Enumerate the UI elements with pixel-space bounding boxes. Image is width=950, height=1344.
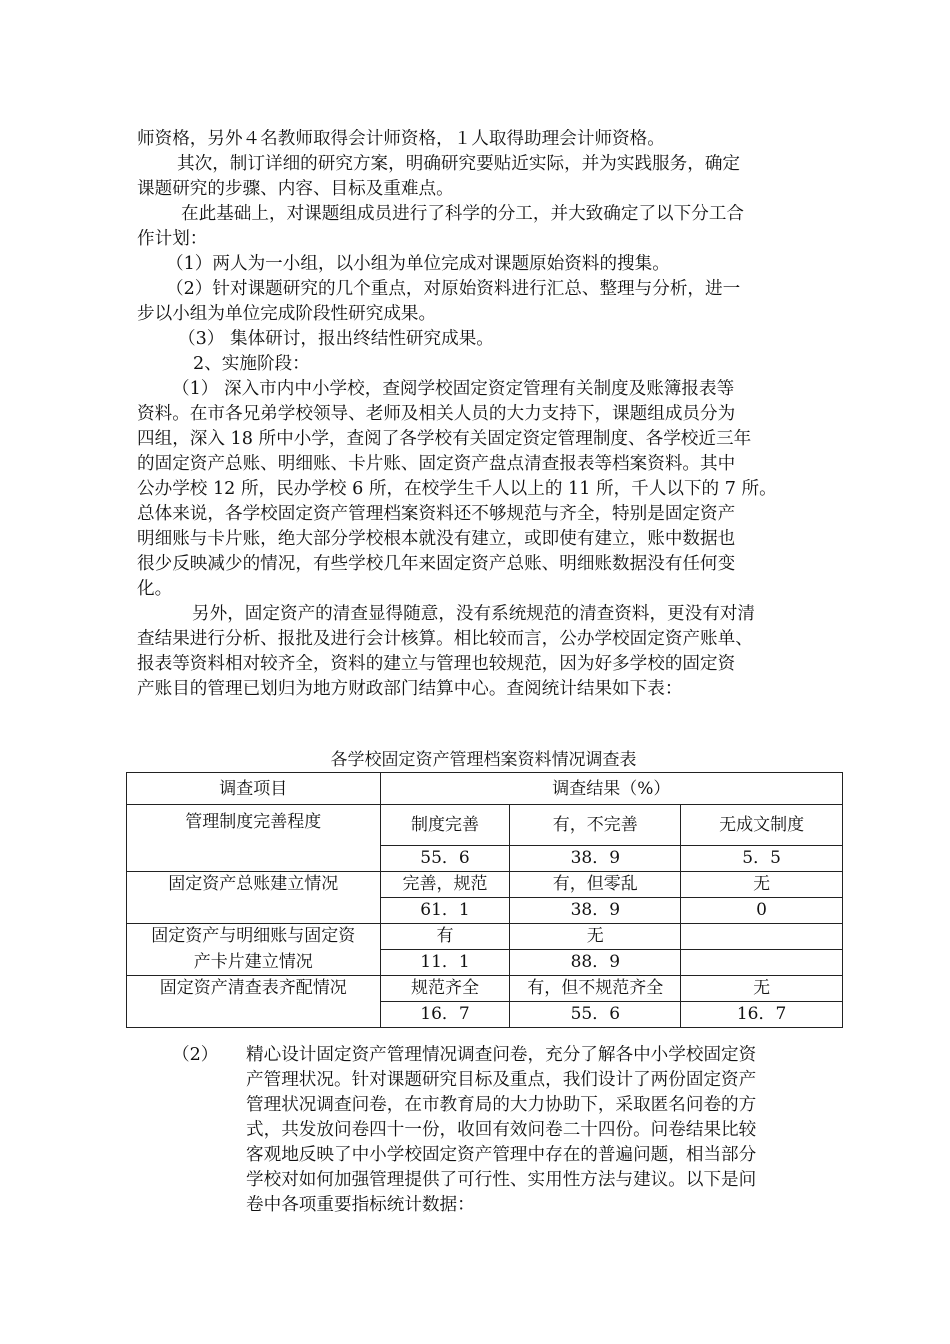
text-line: 卷中各项重要指标统计数据：	[246, 1195, 475, 1215]
text-line: 客观地反映了中小学校固定资产管理中存在的普遍问题，相当部分	[246, 1145, 757, 1165]
table-header-row	[127, 773, 843, 805]
list-number: （2）	[172, 1045, 219, 1065]
text-line: 明细账与卡片账，绝大部分学校根本就没有建立，或即使有建立，账中数据也	[137, 529, 736, 549]
row-item-cell: 固定资产总账建立情况	[127, 871, 381, 897]
text-line: （1） 深入市内中小学校，查阅学校固定资定管理有关制度及账簿报表等	[172, 379, 735, 399]
header-result-cell: 调查结果（%）	[380, 773, 842, 805]
option-label-cell: 有，但不规范齐全	[510, 975, 681, 1001]
value-cell: 5．5	[681, 845, 843, 871]
option-label-cell: 无	[681, 975, 843, 1001]
table-row	[127, 897, 843, 923]
text-line: 步以小组为单位完成阶段性研究成果。	[137, 304, 437, 324]
value-cell: 16．7	[380, 1001, 510, 1027]
option-label-cell: 制度完善	[380, 805, 510, 846]
table-title: 各学校固定资产管理档案资料情况调查表	[330, 750, 637, 770]
text-line: 师资格，另外４名教师取得会计师资格，１人取得助理会计师资格。	[137, 129, 665, 149]
table-row	[127, 923, 843, 949]
value-cell: 55．6	[510, 1001, 681, 1027]
value-cell: 88．9	[510, 949, 681, 975]
value-cell: 38．9	[510, 845, 681, 871]
text-line: 精心设计固定资产管理情况调查问卷，充分了解各中小学校固定资	[246, 1045, 757, 1065]
text-line: 产管理状况。针对课题研究目标及重点，我们设计了两份固定资产	[246, 1070, 757, 1090]
text-line: 式，共发放问卷四十一份，收回有效问卷二十四份。问卷结果比较	[246, 1120, 757, 1140]
text-line: 另外，固定资产的清查显得随意，没有系统规范的清查资料，更没有对清	[192, 604, 756, 624]
text-line: 2、实施阶段：	[193, 354, 310, 374]
option-label-cell: 有，但零乱	[510, 871, 681, 897]
text-line: 在此基础上，对课题组成员进行了科学的分工，并大致确定了以下分工合	[181, 204, 745, 224]
option-label-cell: 有，不完善	[510, 805, 681, 846]
row-item-cell: 固定资产与明细账与固定资	[127, 923, 381, 949]
text-line: 的固定资产总账、明细账、卡片账、固定资产盘点清查报表等档案资料。其中	[137, 454, 736, 474]
text-line: 查结果进行分析、报批及进行会计核算。相比较而言，公办学校固定资产账单、	[137, 629, 753, 649]
option-label-cell: 有	[380, 923, 510, 949]
value-cell	[681, 949, 843, 975]
text-line: 产账目的管理已划归为地方财政部门结算中心。查阅统计结果如下表：	[137, 679, 683, 699]
text-line: 很少反映减少的情况，有些学校几年来固定资产总账、明细账数据没有任何变	[137, 554, 736, 574]
text-line: （3） 集体研讨，报出终结性研究成果。	[178, 329, 494, 349]
option-label-cell: 无	[510, 923, 681, 949]
table-row	[127, 975, 843, 1001]
row-item-cell-empty	[127, 1001, 381, 1027]
value-cell: 16．7	[681, 1001, 843, 1027]
table-row	[127, 805, 843, 846]
value-cell: 38．9	[510, 897, 681, 923]
text-line: 课题研究的步骤、内容、目标及重难点。	[137, 179, 454, 199]
table-row	[127, 845, 843, 871]
text-line: 资料。在市各兄弟学校领导、老师及相关人员的大力支持下，课题组成员分为	[137, 404, 736, 424]
text-line: 学校对如何加强管理提供了可行性、实用性方法与建议。以下是问	[246, 1170, 757, 1190]
option-label-cell	[681, 923, 843, 949]
table-row	[127, 949, 843, 975]
value-cell: 11．1	[380, 949, 510, 975]
text-line: 公办学校 12 所，民办学校 6 所，在校学生千人以上的 11 所，千人以下的 7 所。	[137, 479, 777, 499]
text-line: 总体来说，各学校固定资产管理档案资料还不够规范与齐全，特别是固定资产	[137, 504, 736, 524]
option-label-cell: 完善，规范	[380, 871, 510, 897]
table-row	[127, 1001, 843, 1027]
row-item-cell: 管理制度完善程度	[127, 805, 381, 846]
value-cell: 61．1	[380, 897, 510, 923]
text-line: （2）针对课题研究的几个重点，对原始资料进行汇总、整理与分析，进一	[166, 279, 741, 299]
option-label-cell: 规范齐全	[380, 975, 510, 1001]
survey-table	[126, 772, 843, 1028]
text-line: 化。	[137, 579, 173, 599]
text-line: 作计划：	[137, 229, 208, 249]
text-line: 其次，制订详细的研究方案，明确研究要贴近实际，并为实践服务，确定	[177, 154, 741, 174]
option-label-cell: 无	[681, 871, 843, 897]
text-line: 报表等资料相对较齐全，资料的建立与管理也较规范，因为好多学校的固定资	[137, 654, 736, 674]
table-row	[127, 871, 843, 897]
text-line: （1）两人为一小组，以小组为单位完成对课题原始资料的搜集。	[166, 254, 670, 274]
row-item-cell-empty	[127, 897, 381, 923]
row-item-cell-empty	[127, 845, 381, 871]
row-item-cell: 固定资产清查表齐配情况	[127, 975, 381, 1001]
text-line: 管理状况调查问卷，在市教育局的大力协助下，采取匿名问卷的方	[246, 1095, 757, 1115]
row-item-cell: 产卡片建立情况	[127, 949, 381, 975]
text-line: 四组，深入 18 所中小学，查阅了各学校有关固定资定管理制度、各学校近三年	[137, 429, 752, 449]
option-label-cell: 无成文制度	[681, 805, 843, 846]
header-item-cell: 调查项目	[127, 773, 381, 805]
value-cell: 0	[681, 897, 843, 923]
value-cell: 55．6	[380, 845, 510, 871]
